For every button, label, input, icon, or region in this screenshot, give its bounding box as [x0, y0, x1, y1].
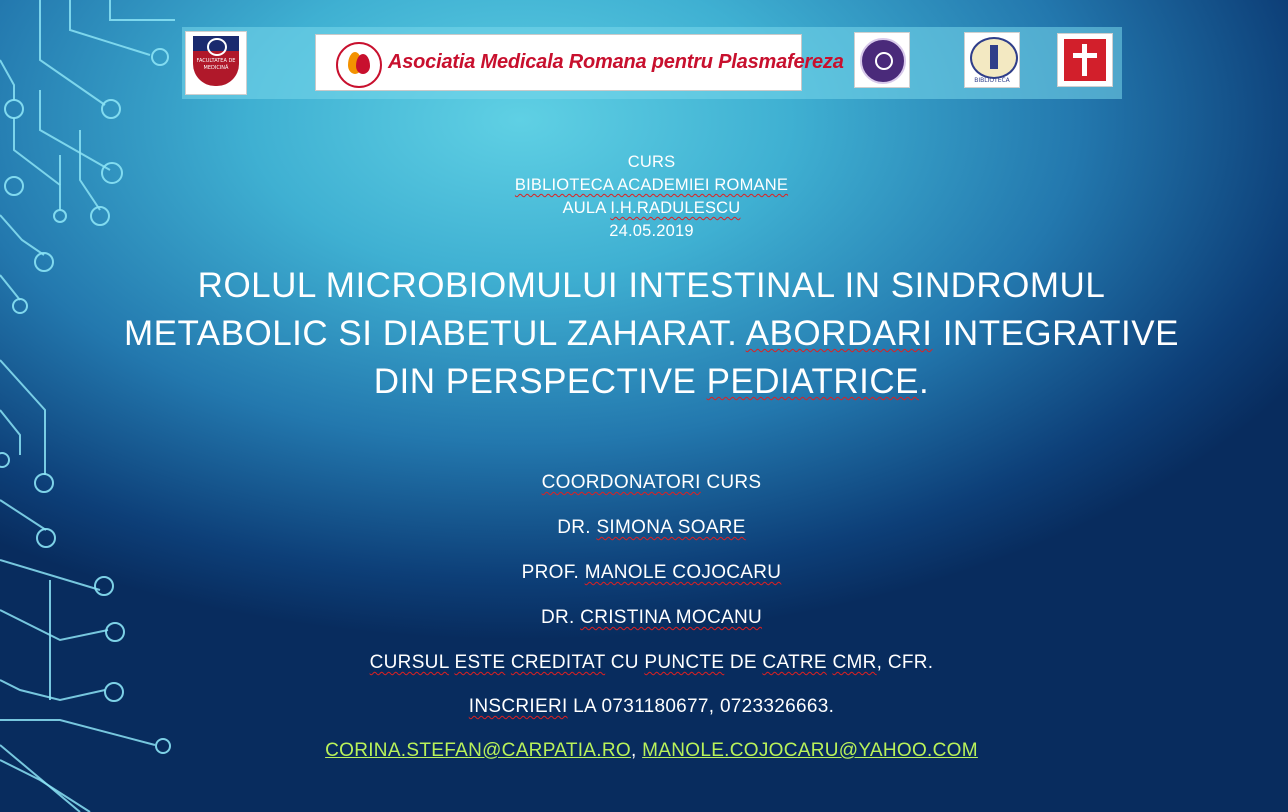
- registration-note: INSCRIERI LA 0731180677, 0723326663.: [468, 696, 835, 717]
- email-link-2[interactable]: MANOLE.COJOCARU@YAHOO.COM: [642, 740, 978, 761]
- blood-drop-icon: [336, 42, 382, 88]
- amrp-logo: [315, 34, 844, 91]
- amrp-logo-name: Asociatia Medicala Romana pentru Plasmafereza: [388, 51, 844, 73]
- title-line-1: ROLUL MICROBIOMULUI INTESTINAL IN SINDROMUL: [197, 266, 1106, 305]
- logo-bar: [182, 27, 1122, 99]
- course-header: [380, 151, 923, 243]
- course-label: CURS: [627, 153, 676, 171]
- circuit-decoration: [0, 0, 190, 812]
- amr-logo: [1057, 33, 1113, 87]
- title-line-3: DIN PERSPECTIVE PEDIATRICE.: [373, 362, 930, 401]
- contact-emails: CORINA.STEFAN@CARPATIA.RO, MANOLE.COJOCARU@YAHOO.COM: [325, 740, 978, 761]
- title-line-2: METABOLIC SI DIABETUL ZAHARAT. ABORDARI INTEGRATIVE: [124, 314, 1179, 353]
- medical-cross-icon: [1064, 39, 1106, 81]
- coordinator-3: DR. CRISTINA MOCANU: [540, 607, 763, 628]
- course-date: 24.05.2019: [609, 222, 694, 240]
- slide-title: [100, 262, 1203, 406]
- email-link-1[interactable]: CORINA.STEFAN@CARPATIA.RO: [325, 740, 631, 761]
- credit-note: CURSUL ESTE CREDITAT CU PUNCTE DE CATRE CMR, CFR.: [369, 652, 934, 673]
- venue-room: AULA I.H.RADULESCU: [562, 199, 741, 217]
- biblioteca-logo: BIBLIOTECA: [964, 32, 1020, 88]
- coordinator-1: DR. SIMONA SOARE: [557, 517, 746, 538]
- faculty-medicine-logo: FACULTATEA DE MEDICINĂ: [185, 31, 247, 95]
- coordinators-heading: COORDONATORI CURS: [541, 472, 762, 493]
- coordinator-2: PROF. MANOLE COJOCARU: [521, 562, 782, 583]
- venue-name: BIBLIOTECA ACADEMIEI ROMANE: [514, 176, 789, 194]
- university-seal-logo: [854, 32, 910, 88]
